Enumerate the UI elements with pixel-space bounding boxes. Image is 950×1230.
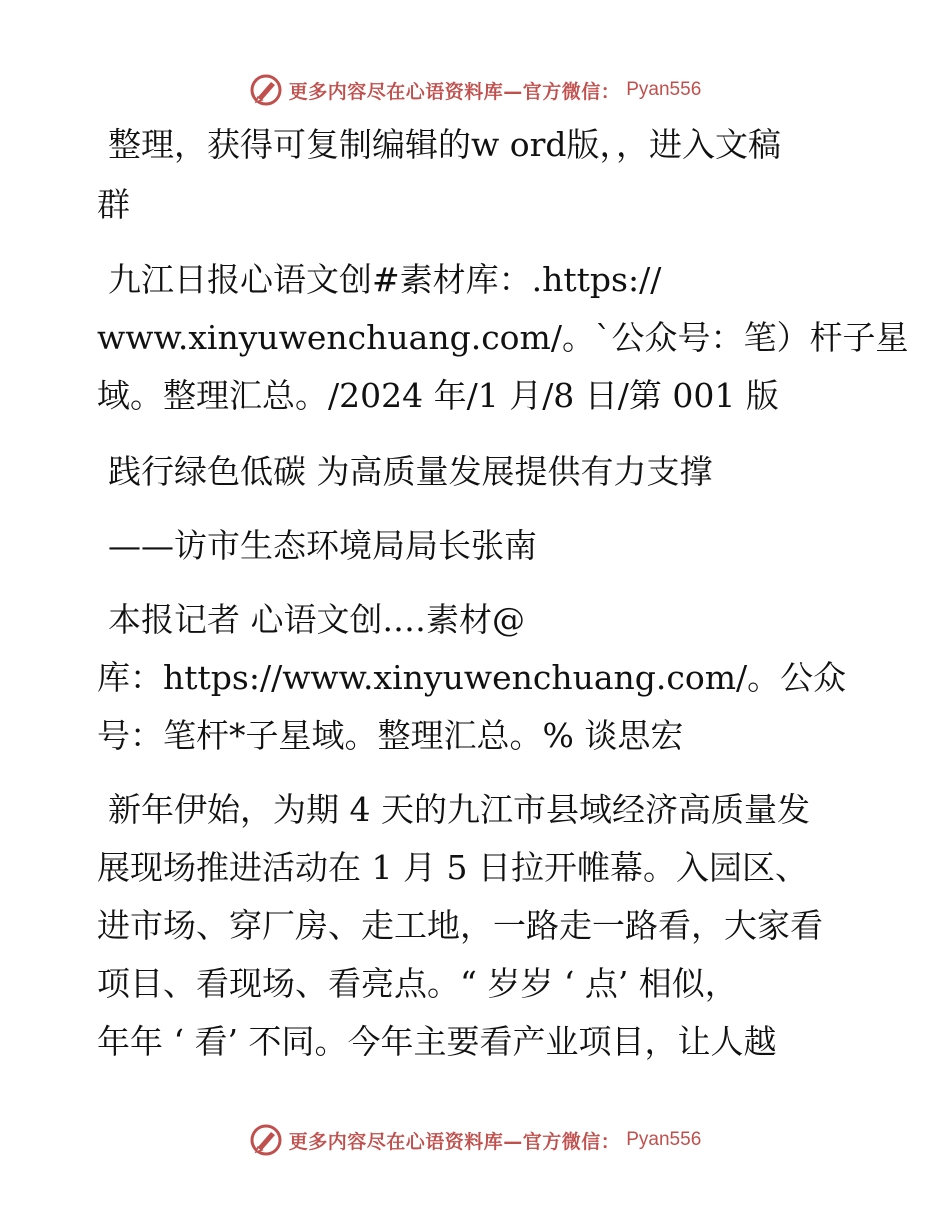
text-line-4: www.xinyuwenchuang.com/。`公众号：笔）杆子星 [97, 318, 909, 357]
footer-banner [0, 1120, 950, 1160]
header-banner-text: 更多内容尽在心语资料库—官方微信： [288, 80, 621, 103]
text-line-2: 群 [97, 185, 130, 224]
paragraph-line-3: 进市场、穿厂房、走工地，一路走一路看，大家看 [97, 906, 823, 945]
pen-logo-icon [249, 1123, 283, 1157]
paragraph-line-2: 展现场推进活动在 1 月 5 日拉开帷幕。入园区、 [97, 848, 808, 887]
byline-line-1: 本报记者 心语文创.…素材@ [108, 600, 525, 639]
paragraph-line-1: 新年伊始，为期 4 天的九江市县域经济高质量发 [108, 790, 810, 829]
text-line-5: 域。整理汇总。/2024 年/1 月/8 日/第 001 版 [97, 376, 779, 415]
byline-line-2: 库：https://www.xinyuwenchuang.com/。公众 [97, 658, 847, 697]
paragraph-line-4: 项目、看现场、看亮点。“ 岁岁 ‘ 点’ 相似， [97, 964, 738, 1003]
article-subtitle: ——访市生态环境局局长张南 [108, 526, 537, 565]
byline-line-3: 号：笔杆*子星域。整理汇总。% 谈思宏 [97, 716, 684, 755]
header-wechat-id: Pyan556 [626, 79, 702, 100]
text-line-3: 九江日报心语文创#素材库：.https:// [108, 260, 662, 299]
header-banner [0, 70, 950, 110]
article-title: 践行绿色低碳 为高质量发展提供有力支撑 [108, 452, 713, 491]
paragraph-line-5: 年年 ‘ 看’ 不同。今年主要看产业项目，让人越 [97, 1022, 777, 1061]
text-line-1: 整理，获得可复制编辑的w ord版，，进入文稿 [108, 125, 782, 164]
footer-wechat-id: Pyan556 [626, 1129, 702, 1150]
pen-logo-icon [249, 73, 283, 107]
footer-banner-text: 更多内容尽在心语资料库—官方微信： [288, 1130, 621, 1153]
